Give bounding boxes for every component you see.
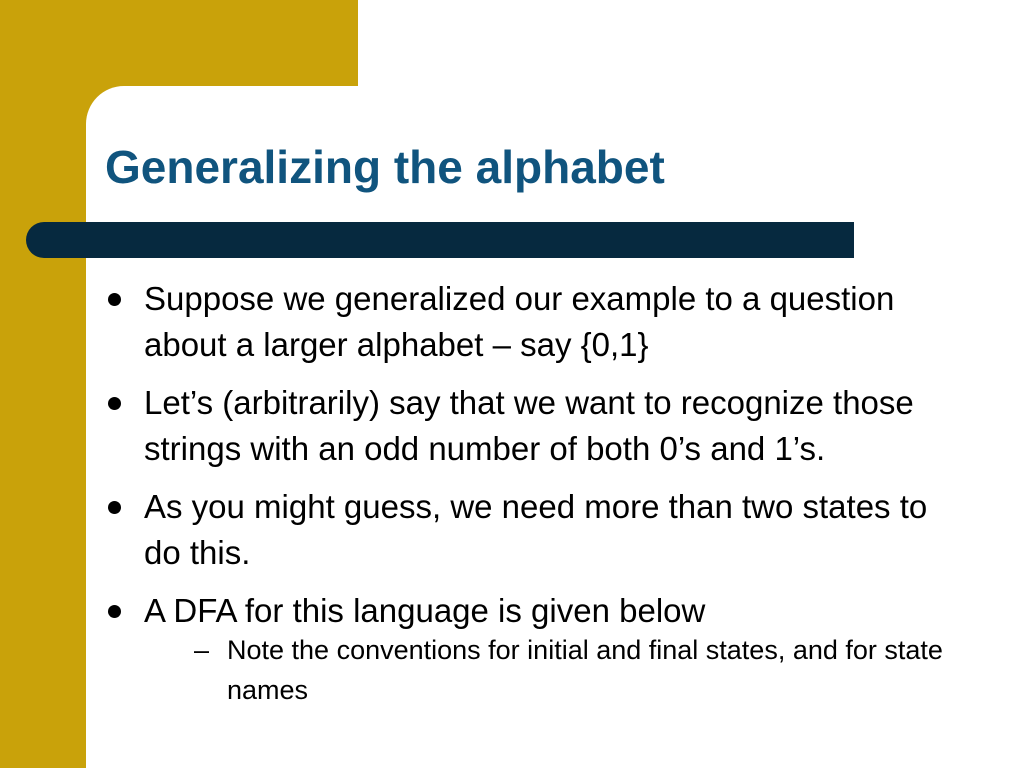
bullet-text: As you might guess, we need more than two states to do this. bbox=[144, 488, 928, 571]
bullet-item bbox=[105, 380, 965, 472]
bullet-text: A DFA for this language is given below bbox=[144, 592, 706, 629]
bullet-item bbox=[105, 588, 965, 710]
bullet-list bbox=[105, 276, 965, 722]
bullet-text: Suppose we generalized our example to a question about a larger alphabet – say {0,1} bbox=[144, 280, 895, 363]
slide-title: Generalizing the alphabet bbox=[105, 141, 665, 193]
gold-left-strip bbox=[0, 0, 86, 768]
sub-bullet-text: Note the conventions for initial and final states, and for state names bbox=[227, 635, 943, 705]
bullet-item bbox=[105, 276, 965, 368]
sub-bullet-list bbox=[144, 630, 965, 710]
bullet-item bbox=[105, 484, 965, 576]
bullet-dot-icon bbox=[108, 397, 121, 410]
sub-bullet-item bbox=[144, 630, 965, 710]
bullet-text: Let’s (arbitrarily) say that we want to recognize those strings with an odd number of both 0’s and 1’s. bbox=[144, 384, 914, 467]
title-underline-bar bbox=[26, 222, 854, 258]
bullet-dot-icon bbox=[108, 501, 121, 514]
bullet-dot-icon bbox=[108, 605, 121, 618]
bullet-dot-icon bbox=[108, 293, 121, 306]
dash-icon: – bbox=[194, 635, 210, 665]
